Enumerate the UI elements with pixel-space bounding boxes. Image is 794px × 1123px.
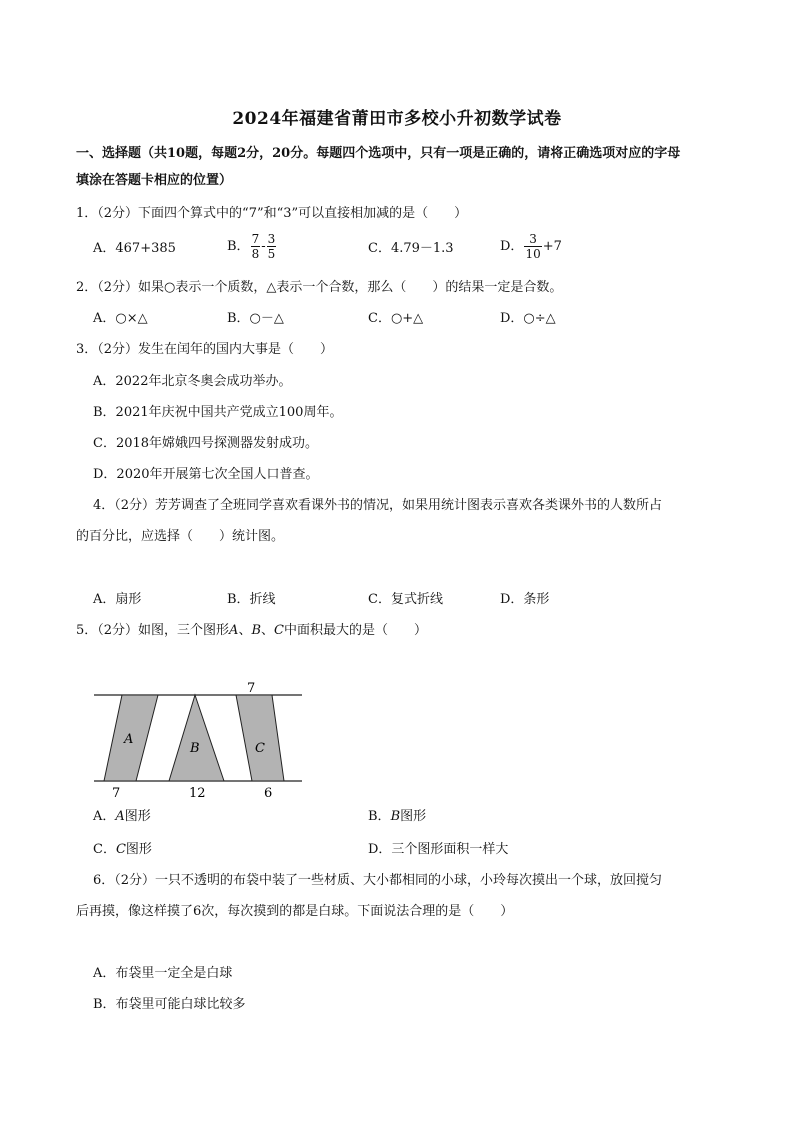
question-6-option-a[interactable]: A．布袋里一定全是白球 [93,966,233,981]
question-3-stem: 3．（2分）发生在闰年的国内大事是（ ） [76,342,334,357]
question-1-option-a[interactable]: A．467+385 [93,241,176,256]
question-4-option-d[interactable]: D．条形 [500,592,550,607]
question-2-option-b[interactable]: B．○－△ [227,311,284,326]
label-shape-a: A [124,732,134,747]
question-1-option-c[interactable]: C．4.79－1.3 [368,241,454,256]
question-3-option-d[interactable]: D．2020年开展第七次全国人口普查。 [93,467,319,482]
question-6-stem-line-1: 6．（2分）一只不透明的布袋中装了一些材质、大小都相同的小球，小玲每次摸出一个球，放回搅匀 [93,873,663,888]
label-shape-c: C [255,741,265,756]
question-4-stem-line-2: 的百分比，应选择（ ）统计图。 [76,529,285,544]
section-heading-line-2: 填涂在答题卡相应的位置） [76,173,233,188]
fraction-7-8: $\frac{7}{8}$ [251,232,260,261]
question-3-option-b[interactable]: B．2021年庆祝中国共产党成立100周年。 [93,405,343,420]
question-4-stem-line-1: 4．（2分）芳芳调查了全班同学喜欢看课外书的情况，如果用统计图表示喜欢各类课外书的人数所占 [93,498,663,513]
plus-seven: +7 [542,239,562,254]
question-5-option-c[interactable]: C．C图形 [93,842,152,857]
question-3-option-c[interactable]: C．2018年嫦娥四号探测器发射成功。 [93,436,319,451]
question-2-option-c[interactable]: C．○+△ [368,311,424,326]
question-1-stem: 1．（2分）下面四个算式中的“7”和“3”可以直接相加减的是（ ） [76,206,468,221]
question-6-stem-line-2: 后再摸，像这样摸了6次，每次摸到的都是白球。下面说法合理的是（ ） [76,904,514,919]
shape-b-triangle [169,695,224,781]
question-2-option-d[interactable]: D．○÷△ [500,311,556,326]
label-top-7: 7 [247,681,256,696]
question-6-option-b[interactable]: B．布袋里可能白球比较多 [93,997,246,1012]
question-2-option-a[interactable]: A．○×△ [93,311,148,326]
fraction-3-5: $\frac{3}{5}$ [267,232,276,261]
minus-sign: - [261,239,266,254]
question-4-option-a[interactable]: A．扇形 [93,592,142,607]
question-5-option-d[interactable]: D．三个图形面积一样大 [368,842,509,857]
option-b-prefix: B． [227,239,250,254]
label-shape-b: B [190,741,200,756]
question-5-stem: 5．（2分）如图，三个图形A、B、C中面积最大的是（ ） [76,623,427,638]
question-5-option-a[interactable]: A．A图形 [93,809,151,824]
exam-title: 2024年福建省莆田市多校小升初数学试卷 [232,109,562,129]
shape-c-trapezoid [236,695,284,781]
question-3-option-a[interactable]: A．2022年北京冬奥会成功举办。 [93,374,292,389]
label-bottom-6: 6 [264,786,273,801]
question-4-option-c[interactable]: C．复式折线 [368,592,443,607]
option-d-prefix: D． [500,239,524,254]
question-4-option-b[interactable]: B．折线 [227,592,276,607]
question-2-stem: 2．（2分）如果○表示一个质数，△表示一个合数，那么（ ）的结果一定是合数。 [76,280,563,295]
label-bottom-7: 7 [112,786,121,801]
fraction-3-10: $\frac{3}{10}$ [525,232,541,261]
section-heading-line-1: 一、选择题（共10题，每题2分，20分。每题四个选项中，只有一项是正确的，请将正确选项对应的字母 [76,146,681,161]
question-5-option-b[interactable]: B．B图形 [368,809,427,824]
label-bottom-12: 12 [189,786,206,801]
